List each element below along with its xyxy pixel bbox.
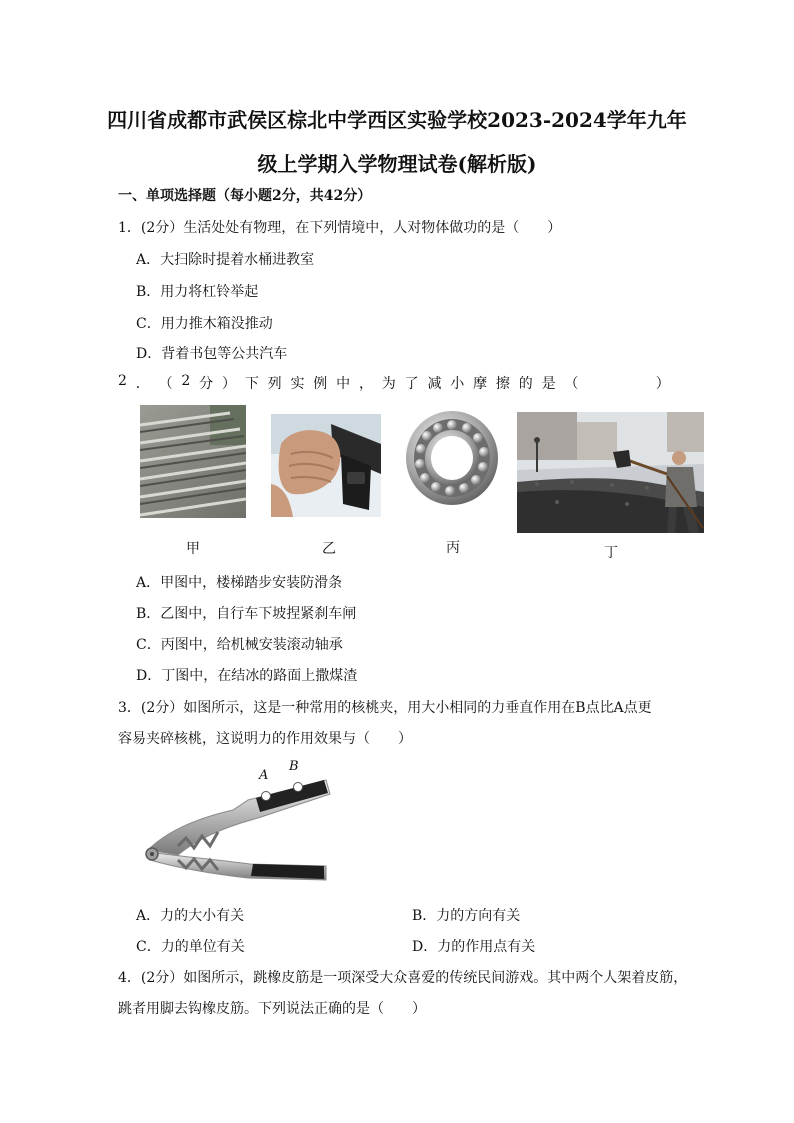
figure-stairs-anti-slip: [140, 405, 246, 518]
stem-char: [587, 373, 601, 393]
stem-char: （: [158, 376, 173, 392]
stem-char: ）: [655, 376, 670, 392]
question-3-option-a: A．力的大小有关: [136, 908, 245, 924]
stem-char: 小: [450, 376, 465, 392]
document-title-line2: 级上学期入学物理试卷(解析版): [257, 152, 537, 176]
stem-char: 是: [541, 376, 556, 392]
stem-char: 为: [381, 376, 396, 392]
caption-jia: 甲: [186, 541, 200, 557]
question-3-option-c: C．力的单位有关: [136, 939, 245, 955]
question-1-option-a: A．大扫除时提着水桶进教室: [136, 252, 315, 268]
question-1-stem: 1．(2分）生活处处有物理，在下列情境中，人对物体做功的是（ ）: [118, 220, 562, 236]
stem-char: ．: [135, 376, 150, 392]
figure-bicycle-brake: [271, 414, 381, 517]
stem-char: 例: [313, 376, 328, 392]
question-2-option-b: B．乙图中，自行车下坡捏紧刹车闸: [136, 606, 357, 622]
question-3-stem-line1: 3．(2分）如图所示，这是一种常用的核桃夹，用大小相同的力垂直作用在B点比A点更: [118, 700, 652, 716]
document-title-line1: 四川省成都市武侯区棕北中学西区实验学校2023-2024学年九年: [107, 108, 687, 132]
question-1-option-b: B．用力将杠铃举起: [136, 284, 259, 300]
stem-char: 擦: [495, 376, 510, 392]
question-2-option-c: C．丙图中，给机械安装滚动轴承: [136, 637, 343, 653]
question-4-stem-line1: 4．(2分）如图所示，跳橡皮筋是一项深受大众喜爱的传统民间游戏。其中两个人架着皮筋，: [118, 970, 688, 986]
stem-char: 减: [427, 376, 442, 392]
stem-char: [633, 373, 647, 393]
stem-char: 分: [199, 376, 214, 392]
caption-ding: 丁: [604, 545, 618, 561]
stem-char: 摩: [473, 376, 488, 392]
question-2-option-a: A．甲图中，楼梯踏步安装防滑条: [136, 575, 343, 591]
caption-bing: 丙: [446, 540, 460, 556]
question-4-stem-line2: 跳者用脚去钩橡皮筋。下列说法正确的是（ ）: [118, 1001, 426, 1017]
figure-nutcracker: [138, 760, 333, 888]
question-2-stem: [118, 373, 670, 393]
stem-char: 实: [290, 376, 305, 392]
question-2-option-d: D．丁图中，在结冰的路面上撒煤渣: [136, 668, 358, 684]
caption-yi: 乙: [322, 541, 336, 557]
stem-char: ，: [358, 376, 373, 392]
stem-char: 的: [518, 376, 533, 392]
stem-char: 下: [244, 376, 259, 392]
stem-char: ）: [221, 376, 236, 392]
stem-char: 了: [404, 376, 419, 392]
question-1-option-c: C．用力推木箱没推动: [136, 316, 273, 332]
stem-char: 列: [267, 376, 282, 392]
section-heading: 一、单项选择题（每小题2分，共42分）: [118, 188, 372, 204]
stem-char: 2: [181, 373, 191, 389]
stem-char: 2: [118, 373, 127, 389]
point-label-b: B: [289, 759, 299, 774]
question-3-stem-line2: 容易夹碎核桃，这说明力的作用效果与（ ）: [118, 731, 412, 747]
figure-cinder-on-ice: [517, 412, 704, 533]
point-label-a: A: [259, 768, 269, 783]
question-3-option-b: B．力的方向有关: [412, 908, 521, 924]
question-3-option-d: D．力的作用点有关: [412, 939, 536, 955]
question-1-option-d: D．背着书包等公共汽车: [136, 346, 288, 362]
stem-char: [610, 373, 624, 393]
stem-char: （: [564, 376, 579, 392]
stem-char: 中: [336, 376, 351, 392]
figure-rolling-bearing: [403, 408, 501, 508]
